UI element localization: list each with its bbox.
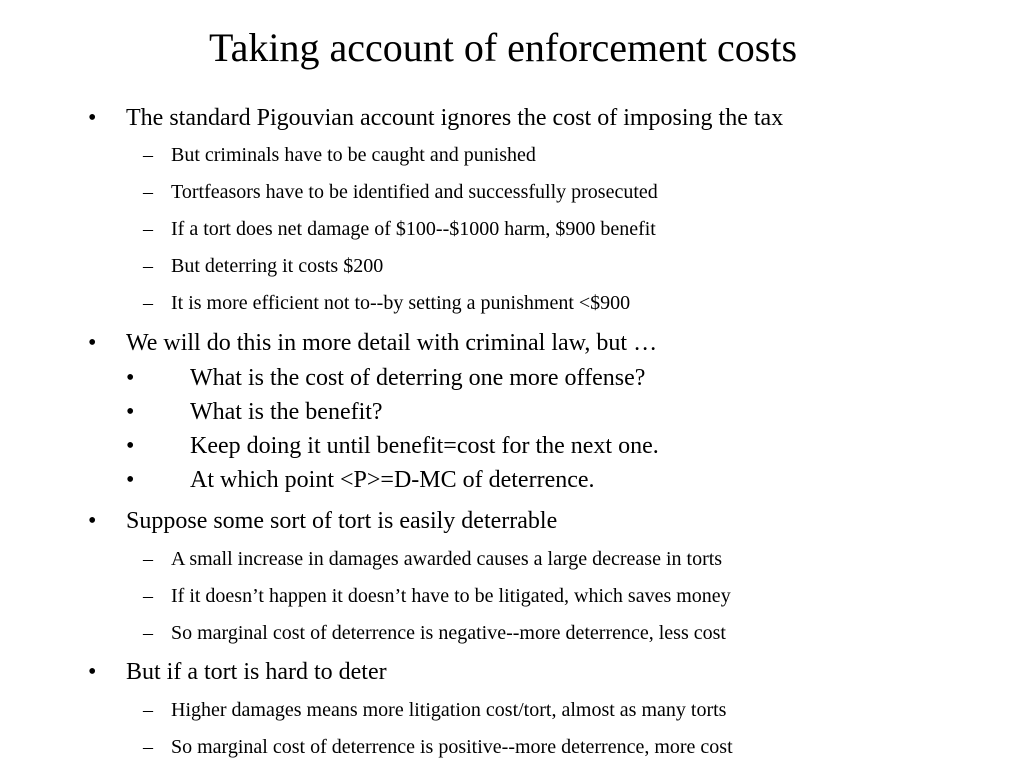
tabbed-bullet-text: At which point <P>=D-MC of deterrence. — [190, 467, 595, 493]
sub-bullet-text: So marginal cost of deterrence is positive--more deterrence, more cost — [171, 736, 733, 758]
tabbed-bullet-text: What is the benefit? — [190, 399, 383, 425]
bullet-marker: • — [88, 105, 97, 131]
bullet-text: But if a tort is hard to deter — [126, 659, 387, 685]
dash-marker: – — [143, 622, 153, 644]
sub-bullet-text: Higher damages means more litigation cost/tort, almost as many torts — [171, 699, 727, 721]
dash-marker: – — [143, 292, 153, 314]
sub-bullet-text: If it doesn’t happen it doesn’t have to be litigated, which saves money — [171, 585, 731, 607]
sub-bullet-text: But deterring it costs $200 — [171, 255, 384, 277]
bullet-text: We will do this in more detail with criminal law, but … — [126, 330, 658, 356]
slide-title: Taking account of enforcement costs — [208, 25, 798, 70]
sub-bullet-text: If a tort does net damage of $100--$1000 harm, $900 benefit — [171, 218, 656, 240]
dash-marker: – — [143, 181, 153, 203]
dash-marker: – — [143, 699, 153, 721]
bullet-text: The standard Pigouvian account ignores the cost of imposing the tax — [126, 105, 784, 131]
bullet-marker: • — [126, 467, 135, 493]
sub-bullet-text: A small increase in damages awarded causes a large decrease in torts — [171, 548, 723, 570]
tabbed-bullet-text: Keep doing it until benefit=cost for the next one. — [190, 433, 659, 459]
sub-bullet-text: Tortfeasors have to be identified and successfully prosecuted — [171, 181, 658, 203]
bullet-text: Suppose some sort of tort is easily deterrable — [126, 508, 558, 534]
bullet-marker: • — [88, 330, 97, 356]
dash-marker: – — [143, 144, 153, 166]
dash-marker: – — [143, 736, 153, 758]
dash-marker: – — [143, 585, 153, 607]
sub-bullet-text: It is more efficient not to--by setting a punishment <$900 — [171, 292, 631, 314]
bullet-marker: • — [126, 399, 135, 425]
dash-marker: – — [143, 255, 153, 277]
bullet-marker: • — [126, 433, 135, 459]
sub-bullet-text: So marginal cost of deterrence is negative--more deterrence, less cost — [171, 622, 726, 644]
tabbed-bullet-text: What is the cost of deterring one more offense? — [190, 365, 646, 391]
sub-bullet-text: But criminals have to be caught and punished — [171, 144, 536, 166]
dash-marker: – — [143, 548, 153, 570]
bullet-marker: • — [88, 659, 97, 685]
bullet-marker: • — [126, 365, 135, 391]
dash-marker: – — [143, 218, 153, 240]
bullet-marker: • — [88, 508, 97, 534]
